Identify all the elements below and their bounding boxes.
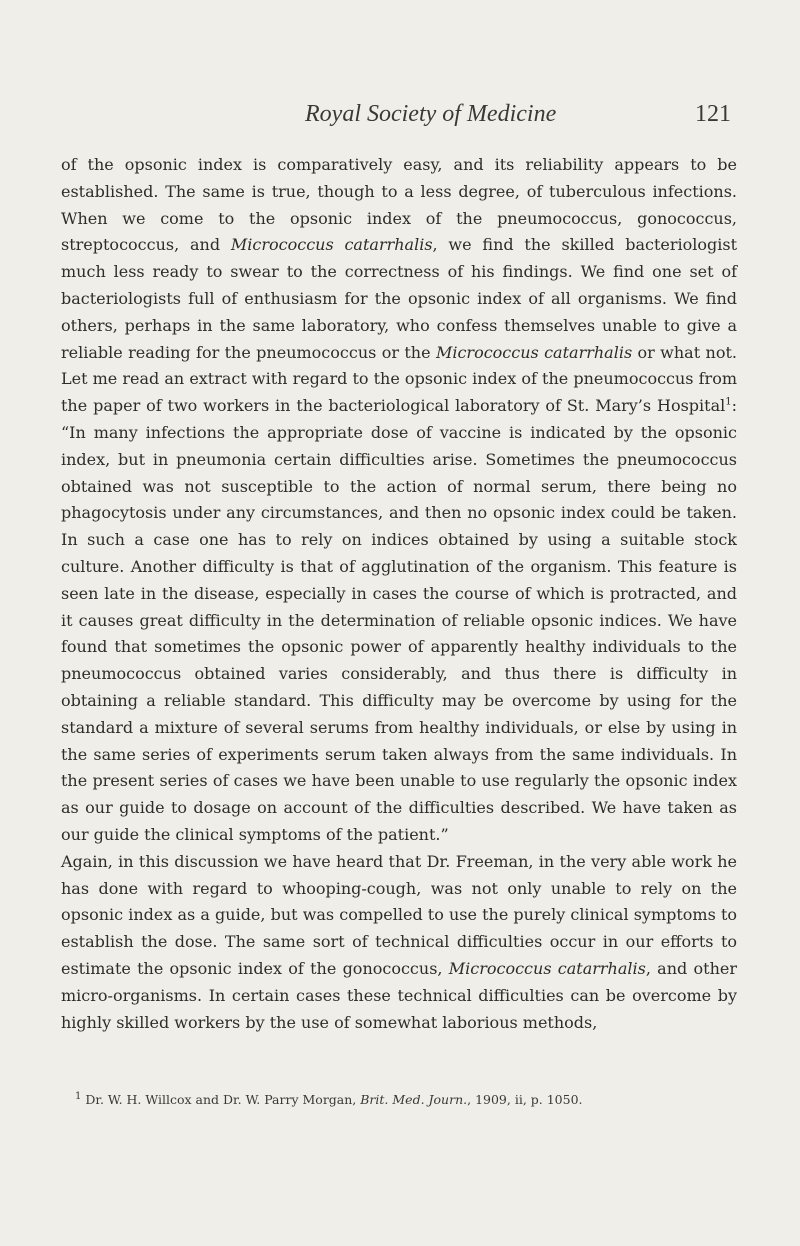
footnote: $^1$ Dr. W. H. Willcox and Dr. W. Parry Morgan, Brit. Med. Journ., 1909, ii, p. 1050. xyxy=(75,1090,583,1107)
body-text xyxy=(61,152,737,1036)
species-name: Micrococcus catarrhalis xyxy=(435,342,633,362)
footnote-reference: 1 xyxy=(725,396,732,408)
species-name: Micrococcus catarrhalis xyxy=(230,235,433,255)
page-number: 121 xyxy=(695,101,731,127)
species-name: Micrococcus catarrhalis xyxy=(448,958,646,978)
footnote-marker: 1 xyxy=(75,1090,82,1102)
journal-title: Brit. Med. Journ. xyxy=(360,1092,468,1107)
paragraph-2: Again, in this discussion we have heard that Dr. Freeman, in the very able work he has done with regard to whooping-cough, was not only unable to rely on the opsonic index as a guide, but was compelled to use the purely clinical symptoms to establish the dose. The same sort of technical difficulties occur in our efforts to estimate the opsonic index of the gonococcus, Micrococcus catarrhalis, and other micro-organisms. In certain cases these technical difficulties can be overcome by highly skilled workers by the use of somewhat laborious methods, xyxy=(61,851,738,1032)
page-header xyxy=(0,97,800,137)
running-title: Royal Society of Medicine xyxy=(305,101,557,127)
paragraph-1: of the opsonic index is comparatively easy, and its reliability appears to be established. The same is true, though to a less degree, of tuberculous infections. When we come to the opsonic index of the pneumococcus, gonococcus, streptococcus, and Micrococcus catarrhalis, we find the skilled bacteriologist much less ready to swear to the correctness of his findings. We find one set of bacteriologists full of enthusiasm for the opsonic index of all organisms. We find others, perhaps in the same laboratory, who confess themselves unable to give a reliable reading for the pneumococcus or the Micrococcus catarrhalis or what not. Let me read an extract with regard to the opsonic index of the pneumococcus from the paper of two workers in the bacteriological laboratory of St. Mary’s Hospital$^1$: “In many infections the appropriate dose of vaccine is indicated by the opsonic index, but in pneumonia certain difficulties arise. Sometimes the pneumococcus obtained was not susceptible to the action of normal serum, there being no phagocytosis under any circumstances, and then no opsonic index could be taken. In such a case one has to rely on indices obtained by using a suitable stock culture. Another difficulty is that of agglutination of the organism. This feature is seen late in the disease, especially in cases the course of which is protracted, and it causes great difficulty in the determination of reliable opsonic indices. We have found that sometimes the opsonic power of apparently healthy individuals to the pneumococcus obtained varies considerably, and thus there is difficulty in obtaining a reliable standard. This difficulty may be overcome by using for the standard a mixture of several serums from healthy individuals, or else by using in the same series of experiments serum taken always from the same individuals. In the present series of cases we have been unable to use regularly the opsonic index as our guide to dosage on account of the difficulties described. We have taken as our guide the clinical symptoms of the patient.” xyxy=(61,155,738,844)
